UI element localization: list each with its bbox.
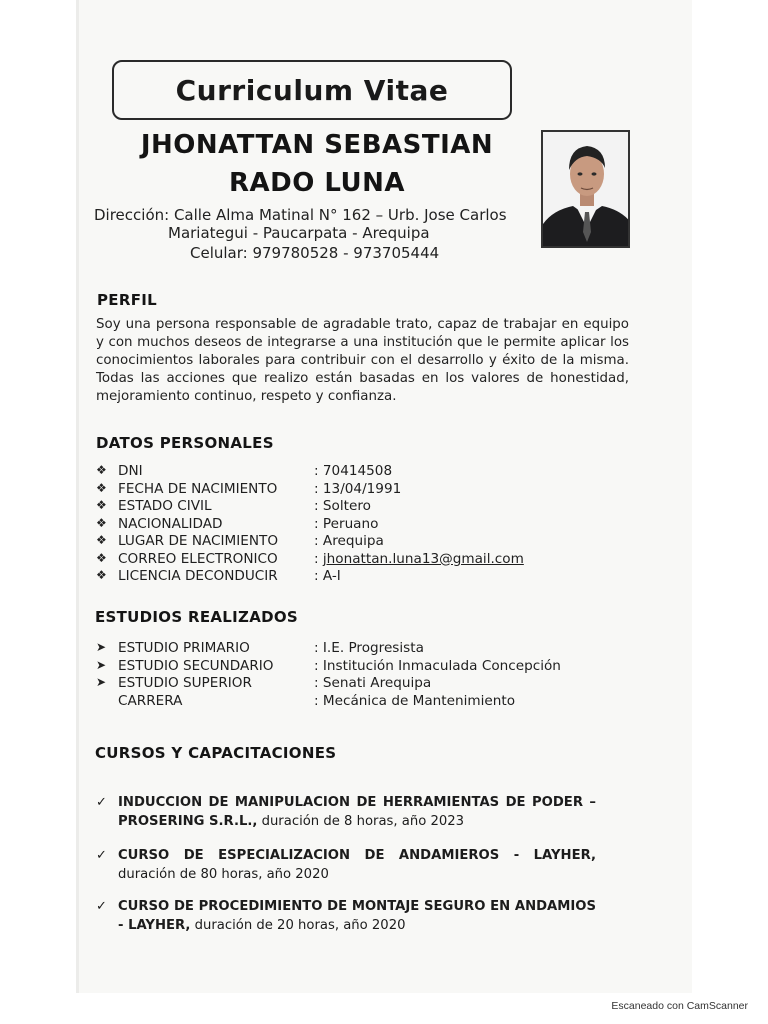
- estudios-value: : Mecánica de Mantenimiento: [314, 692, 516, 709]
- address-line-2: Mariategui - Paucarpata - Arequipa: [168, 224, 430, 242]
- datos-value: : Peruano: [314, 515, 379, 532]
- estudios-label: ESTUDIO PRIMARIO: [118, 640, 250, 656]
- diamond-cross-bullet-icon: ❖: [96, 568, 107, 582]
- address-line-1: Dirección: Calle Alma Matinal N° 162 – Urb. Jose Carlos: [94, 206, 507, 224]
- datos-value: : Soltero: [314, 498, 371, 514]
- datos-value: : Arequipa: [314, 533, 384, 549]
- checkmark-icon: ✓: [96, 848, 107, 863]
- arrowhead-bullet-icon: ➤: [96, 675, 107, 689]
- person-portrait-icon: [543, 132, 630, 248]
- datos-label: NACIONALIDAD: [118, 515, 223, 532]
- estudios-heading: ESTUDIOS REALIZADOS: [95, 608, 299, 626]
- datos-value-email: [314, 551, 524, 567]
- datos-label: FECHA DE NACIMIENTO: [118, 480, 278, 497]
- datos-label: CORREO ELECTRONICO: [118, 550, 278, 567]
- page-edge-shadow: [76, 0, 79, 993]
- checkmark-icon: ✓: [96, 899, 107, 914]
- estudios-label: ESTUDIO SECUNDARIO: [118, 657, 274, 674]
- email-link[interactable]: jhonattan.luna13@gmail.com: [322, 550, 524, 567]
- list-item: [96, 640, 596, 658]
- scanner-watermark-text: Escaneado con CamScanner: [611, 1000, 748, 1012]
- diamond-cross-bullet-icon: ❖: [96, 463, 107, 477]
- perfil-heading: PERFIL: [97, 291, 157, 309]
- list-item: [96, 568, 596, 586]
- datos-label: LUGAR DE NACIMIENTO: [118, 533, 279, 549]
- datos-value: : 70414508: [314, 463, 393, 479]
- perfil-paragraph: Soy una persona responsable de agradable trato, capaz de trabajar en equipo y con muchos deseos de integrarse a una institución que le permite aplicar los conocimientos laborales para contribuir con el desarrollo y éxito de la misma. Todas las acciones que realizo están basadas en los valores de honestidad, mejoramiento continuo, respeto y confianza.: [96, 317, 629, 404]
- datos-personales-list: [96, 463, 596, 586]
- datos-label: DNI: [118, 463, 143, 479]
- course-item: [96, 897, 596, 935]
- cv-title: Curriculum Vitae: [175, 73, 449, 107]
- course-details: duración de 8 horas, año 2023: [257, 814, 465, 829]
- cursos-heading: CURSOS Y CAPACITACIONES: [95, 744, 337, 762]
- diamond-cross-bullet-icon: ❖: [96, 550, 107, 565]
- candidate-name-line-2: RADO LUNA: [228, 168, 405, 198]
- profile-photo: [541, 130, 630, 248]
- list-item: [96, 498, 596, 516]
- list-item: [96, 463, 596, 481]
- estudios-label: ESTUDIO SUPERIOR: [118, 675, 252, 691]
- diamond-cross-bullet-icon: ❖: [96, 515, 107, 530]
- cv-title-box: [112, 60, 512, 120]
- arrowhead-bullet-icon: ➤: [96, 657, 107, 672]
- list-item: [96, 658, 596, 676]
- datos-label: ESTADO CIVIL: [118, 498, 212, 514]
- diamond-cross-bullet-icon: ❖: [96, 533, 107, 547]
- course-name: CURSO DE ESPECIALIZACION DE ANDAMIEROS - LAYHER,: [118, 848, 596, 863]
- candidate-name-line-1: JHONATTAN SEBASTIAN: [140, 130, 494, 160]
- course-item: [96, 846, 596, 884]
- email-prefix: :: [314, 550, 323, 567]
- course-name: CURSO DE PROCEDIMIENTO DE MONTAJE SEGURO EN ANDAMIOS - LAYHER,: [118, 899, 596, 933]
- diamond-cross-bullet-icon: ❖: [96, 498, 107, 512]
- arrowhead-bullet-icon: ➤: [96, 640, 107, 654]
- estudios-label: CARRERA: [118, 692, 183, 709]
- list-item: [96, 551, 596, 569]
- diamond-cross-bullet-icon: ❖: [96, 480, 107, 495]
- datos-value: : A-I: [314, 568, 341, 584]
- list-item: [96, 693, 596, 711]
- checkmark-icon: ✓: [96, 795, 107, 810]
- list-item: [96, 516, 596, 534]
- course-item: [96, 793, 596, 831]
- list-item: [96, 481, 596, 499]
- list-item: [96, 533, 596, 551]
- estudios-value: : Institución Inmaculada Concepción: [314, 657, 561, 674]
- course-name: INDUCCION DE MANIPULACION DE HERRAMIENTAS DE PODER – PROSERING S.R.L.,: [118, 795, 596, 829]
- datos-value: : 13/04/1991: [314, 480, 402, 497]
- course-details: duración de 80 horas, año 2020: [118, 867, 329, 882]
- course-details: duración de 20 horas, año 2020: [190, 918, 406, 933]
- estudios-value: : I.E. Progresista: [314, 640, 424, 656]
- datos-label: LICENCIA DECONDUCIR: [118, 568, 278, 584]
- estudios-value: : Senati Arequipa: [314, 675, 432, 691]
- estudios-list: [96, 640, 596, 710]
- list-item: [96, 675, 596, 693]
- datos-personales-heading: DATOS PERSONALES: [96, 434, 274, 452]
- phone-numbers: Celular: 979780528 - 973705444: [190, 244, 440, 262]
